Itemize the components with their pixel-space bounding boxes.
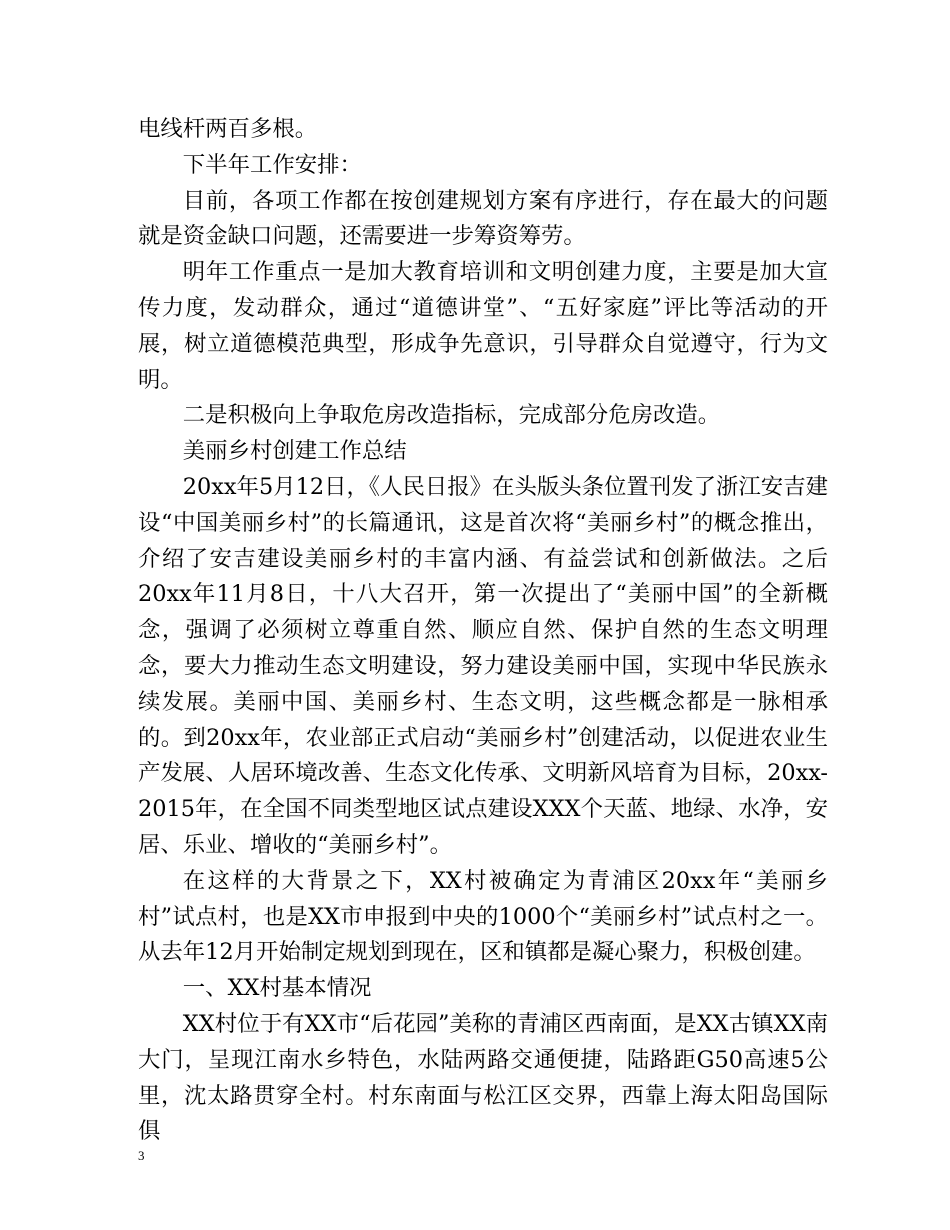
document-body bbox=[138, 112, 828, 1150]
paragraph-village-location: XX村位于有XX市“后花园”美称的青浦区西南面，是XX古镇XX南大门，呈现江南水乡特色，水陆两路交通便捷，陆路距G50高速5公里，沈太路贯穿全村。村东南面与松江区交界，西靠上海太阳岛国际俱 bbox=[138, 1010, 828, 1145]
paragraph-current-status: 目前，各项工作都在按创建规划方案有序进行，存在最大的问题就是资金缺口问题，还需要进一步筹资筹劳。 bbox=[138, 187, 828, 250]
paragraph-key-point-one: 明年工作重点一是加大教育培训和文明创建力度，主要是加大宣传力度，发动群众，通过“道德讲堂”、“五好家庭”评比等活动的开展，树立道德模范典型，形成争先意识，引导群众自觉遵守，行为文明。 bbox=[138, 259, 828, 393]
section-title: 美丽乡村创建工作总结 bbox=[182, 438, 407, 465]
paragraph-heading-plan: 下半年工作安排： bbox=[182, 151, 362, 178]
page-number: 3 bbox=[138, 1148, 145, 1163]
paragraph-continuation: 电线杆两百多根。 bbox=[138, 116, 318, 142]
paragraph-pilot-village: 在这样的大背景之下，XX村被确定为青浦区20xx年“美丽乡村”试点村，也是XX市申报到中央的1000个“美丽乡村”试点村之一。从去年12月开始制定规划到现在，区和镇都是凝心聚力，积极创建。 bbox=[138, 867, 828, 966]
paragraph-background: 20xx年5月12日，《人民日报》在头版头条位置刊发了浙江安吉建设“中国美丽乡村”的长篇通讯，这是首次将“美丽乡村”的概念推出，介绍了安吉建设美丽乡村的丰富内涵、有益尝试和创新做法。之后20xx年11月8日，十八大召开，第一次提出了“美丽中国”的全新概念，强调了必须树立尊重自然、顺应自然、保护自然的生态文明理念，要大力推动生态文明建设，努力建设美丽中国，实现中华民族永续发展。美丽中国、美丽乡村、生态文明，这些概念都是一脉相承的。到20xx年，农业部正式启动“美丽乡村”创建活动，以促进农业生产发展、人居环境改善、生态文化传承、文明新风培育为目标，20xx-2015年，在全国不同类型地区试点建设XXX个天蓝、地绿、水净，安居、乐业、增收的“美丽乡村”。 bbox=[138, 473, 828, 858]
section-heading-basic-info: 一、XX村基本情况 bbox=[182, 975, 372, 1002]
paragraph-key-point-two: 二是积极向上争取危房改造指标，完成部分危房改造。 bbox=[182, 402, 721, 429]
